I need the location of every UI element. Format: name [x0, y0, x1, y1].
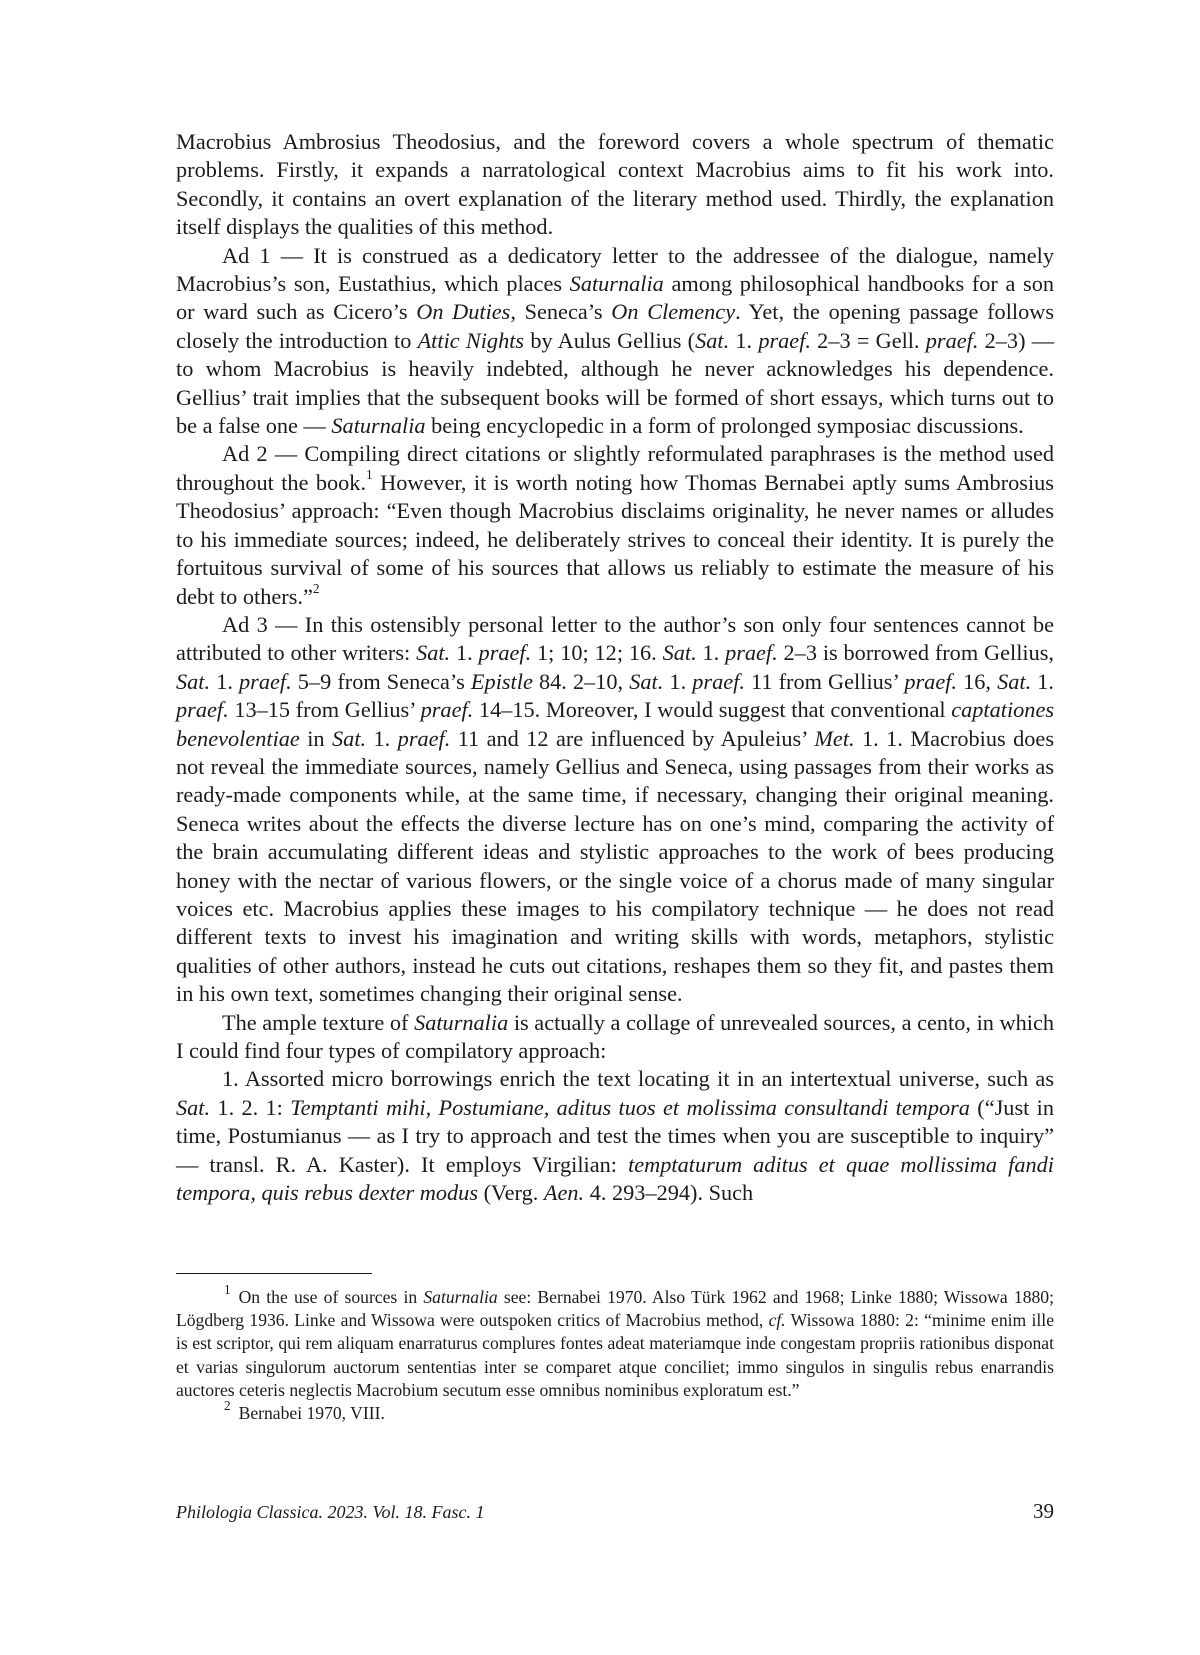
text-span: 2–3 is borrowed from Gellius, — [777, 640, 1054, 666]
paragraph — [176, 440, 1054, 610]
italic-span: Saturnalia — [423, 1287, 498, 1307]
text-span: 4. 293–294). Such — [584, 1180, 754, 1206]
text-span: 16, — [956, 668, 998, 694]
text-span: (Verg. — [478, 1180, 544, 1206]
text-span: On the use of sources in — [238, 1287, 424, 1307]
text-span: 2–3 = Gell. — [810, 327, 926, 353]
text-span: 2–3) — to whom Macrobius is heavily indebted, although he never acknowledges his dependence. Gellius’ trait implies that the subsequent books will be formed of short essays, which turns out to be a false one — — [176, 327, 1055, 439]
italic-span: Aen. — [543, 1180, 585, 1206]
italic-span: Met. — [814, 725, 855, 751]
text-span: Ad 1 — It is construed as a dedicatory letter to the addressee of the dialogue, namely Macrobius’s son, Eustathius, which places — [176, 242, 1054, 297]
text-span: 1. 1. Macrobius does not reveal the immediate sources, namely Gellius and Seneca, using passages from their works as ready-made components while, at the same time, if necessary, changing their original meaning. Seneca writes about the effects the diverse lecture has on one’s mind, comparing the activity of the brain accumulating different ideas and stylistic approaches to the work of bees producing honey with the nectar of various flowers, or the single voice of a chorus made of many singular voices etc. Macrobius applies these images to his compilatory technique — he does not read different texts to invest his imagination and writing skills with words, metaphors, stylistic qualities of other authors, instead he cuts out citations, reshapes them so they fit, and pastes them in his own text, sometimes changing their original sense. — [176, 725, 1054, 1007]
text-span: 1. — [366, 725, 398, 751]
italic-span: Sat. — [176, 668, 211, 694]
italic-span: Saturnalia — [569, 271, 664, 297]
italic-span: praef. — [758, 327, 811, 353]
text-span: Macrobius Ambrosius Theodosius, and the foreword covers a whole spectrum of thematic problems. Firstly, it expands a narratological context Macrobius aims to fit his work into. Secondly, it contains an overt explanation of the literary method used. Thirdly, the explanation itself displays the qualities of this method. — [176, 129, 1054, 240]
footnote-separator — [176, 1273, 372, 1274]
italic-span: praef. — [397, 725, 451, 751]
italic-span: praef. — [925, 327, 979, 353]
text-span: is actually a collage of unrevealed sources, a cento, in which I could find four types of compilatory approach: — [176, 1009, 1055, 1063]
paragraph — [176, 242, 1054, 441]
footnote-marker: 1 — [224, 1282, 231, 1298]
text-span: 11 from Gellius’ — [744, 668, 905, 694]
text-span: see: Bernabei 1970. Also Türk 1962 and 1968; Linke 1880; Wissowa 1880; Lögdberg 1936. Linke and Wissowa were outspoken critics of Macrobius method, — [176, 1287, 1054, 1331]
text-span: Ad 2 — Compiling direct citations or slightly reformulated paraphrases is the method used throughout the book. — [176, 441, 1054, 495]
text-span: (“Just in time, Postumianus — as I try to approach and test the times when you are susceptible to inquiry” — transl. R. A. Kaster). It employs Virgilian: — [176, 1094, 1054, 1177]
text-span: 1. — [1031, 668, 1055, 694]
running-footer: Philologia Classica. 2023. Vol. 18. Fasc. 1 — [176, 1502, 485, 1522]
text-span: 84. 2–10, — [532, 668, 630, 694]
paragraph — [176, 128, 1054, 242]
footnote — [176, 1282, 1054, 1402]
italic-span: captationes benevolentiae — [176, 697, 1055, 751]
footnotes — [176, 1282, 1054, 1425]
italic-span: Saturnalia — [331, 413, 426, 439]
text-span: 1. — [663, 668, 693, 694]
text-span: 13–15 from Gellius’ — [228, 697, 421, 723]
italic-span: Saturnalia — [414, 1009, 509, 1035]
italic-span: Sat. — [695, 327, 730, 353]
italic-span: praef. — [725, 640, 778, 666]
text-span: Wissowa 1880: 2: “minime enim ille is est scriptor, qui rem aliquam enarraturus complures fontes adeat materiamque inde congestam propriis rationibus disponat et varias singulorum auctorum sententias inter se comparet atque conciliet; immo singulos in singulis rebus enarrandis auctores ceteris neglectis Macrobium secutum esse omnibus nominibus exploratum est.” — [176, 1310, 1054, 1400]
text-span: 1; 10; 12; 16. — [531, 640, 663, 666]
text-span: Ad 3 — In this ostensibly personal letter to the author’s son only four sentences cannot be attributed to other writers: — [176, 611, 1054, 666]
text-span: 14–15. Moreover, I would suggest that conventional — [473, 697, 952, 723]
body-text — [176, 128, 1054, 1207]
italic-span: Sat. — [416, 640, 451, 666]
text-span: 5–9 from Seneca’s — [291, 668, 471, 694]
text-span: by Aulus Gellius ( — [524, 327, 696, 353]
text-span: However, it is worth noting how Thomas Bernabei aptly sums Ambrosius Theodosius’ approach: “Even though Macrobius disclaims originality, he never names or alludes to his immediate sources; indeed, he deliberately strives to conceal their identity. It is purely the fortuitous survival of some of his sources that allows us reliably to estimate the measure of his debt to others.” — [176, 469, 1054, 609]
footnote-marker: 2 — [224, 1398, 231, 1414]
italic-span: praef. — [692, 668, 745, 694]
footnote — [176, 1398, 1054, 1425]
text-span: . Yet, the opening passage follows closely the introduction to — [176, 299, 1055, 353]
footnote-marker: 2 — [312, 581, 320, 597]
italic-span: temptaturum aditus et quae mollissima fandi tempora, quis rebus dexter modus — [176, 1151, 1055, 1206]
italic-span: praef. — [420, 697, 474, 723]
italic-span: Temptanti mihi, Postumiane, aditus tuos et molissima consultandi tempora — [290, 1094, 970, 1120]
paragraph — [176, 611, 1054, 1009]
text-span: 1. 2. 1: — [210, 1094, 291, 1120]
page-number: 39 — [1033, 1499, 1054, 1523]
italic-span: Attic Nights — [417, 327, 525, 353]
text-span: , Seneca’s — [510, 299, 612, 325]
text-span: 1. Assorted micro borrowings enrich the text locating it in an intertextual universe, such as — [222, 1066, 1054, 1092]
italic-span: Sat. — [997, 668, 1032, 694]
text-span: Bernabei 1970, VIII. — [238, 1403, 385, 1424]
text-span: in — [299, 725, 333, 751]
italic-span: Sat. — [176, 1094, 211, 1120]
text-span: 1. — [450, 640, 479, 666]
text-span: 1. — [210, 668, 240, 694]
paragraph — [176, 1065, 1054, 1207]
paragraph — [176, 1009, 1054, 1066]
text-span: The ample texture of — [222, 1009, 415, 1035]
text-span: among philosophical handbooks for a son or ward such as Cicero’s — [176, 271, 1054, 325]
italic-span: cf. — [768, 1310, 786, 1331]
italic-span: Sat. — [332, 725, 367, 751]
italic-span: Epistle — [470, 668, 533, 694]
footnote-marker: 1 — [366, 467, 373, 483]
italic-span: On Clemency — [611, 299, 736, 325]
text-span: 11 and 12 are influenced by Apuleius’ — [450, 725, 815, 751]
text-span: 1. — [696, 640, 726, 666]
italic-span: praef. — [904, 668, 957, 694]
italic-span: praef. — [478, 640, 532, 666]
text-span: being encyclopedic in a form of prolonged symposiac discussions. — [425, 413, 1024, 439]
italic-span: praef. — [239, 668, 292, 694]
italic-span: praef. — [176, 697, 229, 723]
italic-span: Sat. — [662, 640, 697, 666]
text-span: 1. — [729, 327, 759, 353]
italic-span: Sat. — [629, 668, 664, 694]
italic-span: On Duties — [416, 299, 511, 325]
